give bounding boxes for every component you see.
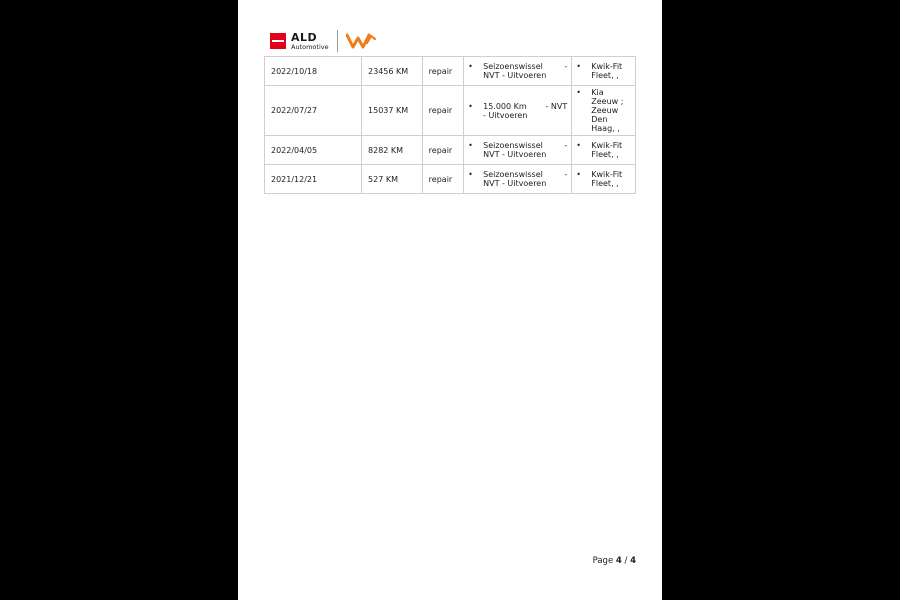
table-row [265,57,636,86]
mileage-cell: 15037 KM [362,86,423,136]
mileage-cell: 527 KM [362,165,423,194]
description-main: Seizoenswissel [483,170,543,179]
description-main: 15.000 Km [483,101,527,111]
description-rest: - Uitvoeren [483,110,528,120]
bullet-icon: • [468,101,473,111]
description-rest: NVT - Uitvoeren [483,150,547,159]
bullet-icon: • [576,170,581,179]
maintenance-history-table [264,56,636,194]
description-dash: - [564,141,568,150]
location-text: Kia Zeeuw ; Zeeuw Den Haag, , [591,88,624,133]
description-dash: - [564,62,568,71]
page-separator: / [624,556,628,566]
table-row [265,86,636,136]
type-cell: repair [422,136,463,165]
ald-logo-text [291,32,329,51]
description-rest: NVT - Uitvoeren [483,179,547,188]
type-cell: repair [422,86,463,136]
description-main: Seizoenswissel [483,141,543,150]
logo-divider [337,30,338,52]
w-logo-icon [346,33,376,49]
type-cell: repair [422,165,463,194]
page-number [593,556,636,566]
ald-logo-name: ALD [291,30,318,44]
date-cell: 2021/12/21 [265,165,362,194]
mileage-cell: 8282 KM [362,136,423,165]
table-row [265,165,636,194]
location-cell [572,86,636,136]
bullet-icon: • [576,62,581,71]
description-cell [464,86,572,136]
bullet-icon: • [576,88,581,97]
description-cell [464,57,572,86]
location-cell [572,165,636,194]
location-text: Kwik-Fit Fleet, , [591,141,623,159]
type-cell: repair [422,57,463,86]
location-text: Kwik-Fit Fleet, , [591,62,623,80]
location-text: Kwik-Fit Fleet, , [591,170,623,188]
bullet-icon: • [576,141,581,150]
description-cell [464,136,572,165]
ald-logo-subtitle: Automotive [291,42,329,51]
date-cell: 2022/10/18 [265,57,362,86]
location-cell [572,136,636,165]
date-cell: 2022/07/27 [265,86,362,136]
current-page: 4 [615,556,622,566]
total-pages: 4 [630,556,636,566]
page-label: Page [592,556,614,566]
ald-logo-mark [270,33,286,49]
description-rest: NVT - Uitvoeren [483,71,547,80]
bullet-icon: • [468,170,473,179]
header-logos [270,30,376,52]
bullet-icon: • [468,62,473,71]
description-dash: - [564,170,568,179]
document-page [238,0,662,600]
date-cell: 2022/04/05 [265,136,362,165]
table-row [265,136,636,165]
mileage-cell: 23456 KM [362,57,423,86]
bullet-icon: • [468,141,473,150]
location-cell [572,57,636,86]
description-dash: - NVT [545,101,568,111]
description-cell [464,165,572,194]
description-main: Seizoenswissel [483,62,543,71]
